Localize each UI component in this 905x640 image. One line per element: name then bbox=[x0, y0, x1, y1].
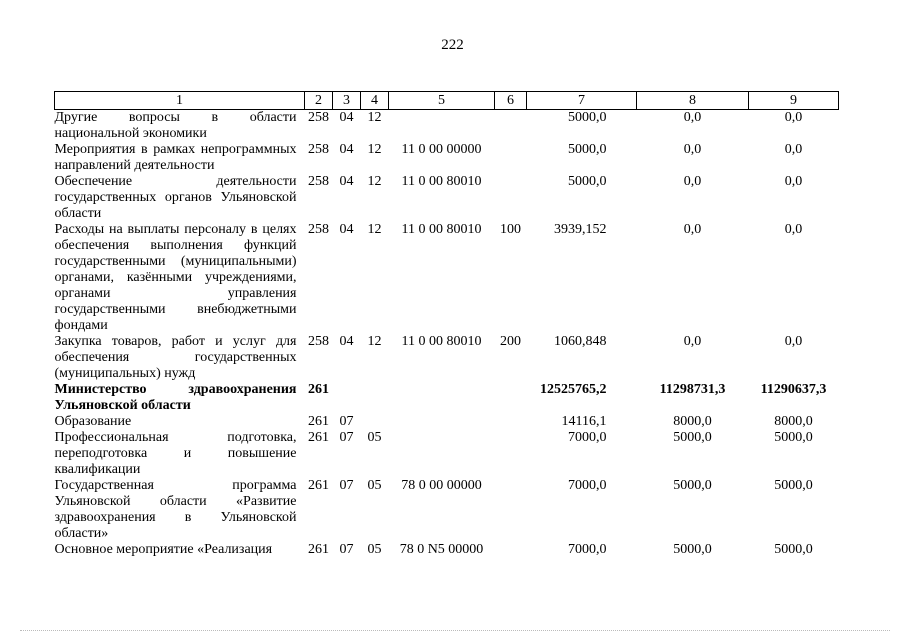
table-row bbox=[55, 382, 839, 414]
row-grbs: 258 bbox=[308, 174, 329, 189]
row-value-col7: 5000,0 bbox=[568, 142, 607, 157]
row-expense-type: 100 bbox=[500, 222, 521, 237]
row-value-col8: 5000,0 bbox=[673, 542, 712, 557]
row-value-col9: 5000,0 bbox=[774, 542, 813, 557]
header-col-2: 2 bbox=[305, 92, 333, 110]
row-section bbox=[333, 382, 361, 414]
row-name: Министерство здравоохранения Ульяновской области bbox=[54, 382, 297, 413]
row-name: Основное мероприятие «Реализация bbox=[54, 542, 273, 557]
row-subsection bbox=[361, 382, 389, 414]
header-col-9: 9 bbox=[749, 92, 839, 110]
row-name: Государственная программа Ульяновской области «Развитие здравоохранения в Ульяновской области» bbox=[54, 478, 297, 541]
row-value-col7: 14116,1 bbox=[561, 414, 607, 429]
row-value-col7: 7000,0 bbox=[568, 542, 607, 557]
page-number: 222 bbox=[441, 37, 464, 53]
row-target-article: 11 0 00 80010 bbox=[401, 222, 482, 237]
row-value-col9: 0,0 bbox=[784, 334, 803, 349]
row-name: Профессиональная подготовка, переподготовка и повышение квалификации bbox=[54, 430, 297, 477]
row-subsection: 05 bbox=[367, 542, 382, 557]
row-grbs: 261 bbox=[308, 430, 329, 445]
row-subsection: 12 bbox=[367, 174, 382, 189]
row-value-col7: 3939,152 bbox=[554, 222, 607, 237]
header-col-8: 8 bbox=[637, 92, 749, 110]
table-body bbox=[55, 110, 839, 559]
row-value-col8: 0,0 bbox=[683, 142, 702, 157]
header-col-7: 7 bbox=[527, 92, 637, 110]
row-grbs: 261 bbox=[308, 542, 329, 557]
row-target-article bbox=[389, 110, 495, 143]
row-value-col8: 5000,0 bbox=[673, 478, 712, 493]
header-row bbox=[55, 92, 839, 110]
header-col-1: 1 bbox=[55, 92, 305, 110]
row-value-col8: 0,0 bbox=[683, 174, 702, 189]
row-name: Мероприятия в рамках непрограммных направлений деятельности bbox=[54, 142, 297, 173]
table-row bbox=[55, 142, 839, 174]
budget-table bbox=[54, 91, 839, 558]
row-expense-type bbox=[495, 414, 527, 430]
row-section: 04 bbox=[339, 110, 354, 125]
row-name: Другие вопросы в области национальной экономики bbox=[54, 110, 297, 141]
row-name: Обеспечение деятельности государственных органов Ульяновской области bbox=[54, 174, 297, 221]
row-value-col7: 12525765,2 bbox=[540, 382, 607, 397]
row-target-article bbox=[389, 382, 495, 414]
header-col-4: 4 bbox=[361, 92, 389, 110]
row-subsection: 12 bbox=[367, 334, 382, 349]
row-subsection: 12 bbox=[367, 110, 382, 125]
row-value-col8: 5000,0 bbox=[673, 430, 712, 445]
row-value-col7: 1060,848 bbox=[554, 334, 607, 349]
table-row bbox=[55, 334, 839, 382]
row-target-article: 11 0 00 80010 bbox=[401, 174, 482, 189]
row-target-article: 11 0 00 80010 bbox=[401, 334, 482, 349]
row-section: 04 bbox=[339, 174, 354, 189]
row-section: 07 bbox=[339, 414, 354, 429]
header-col-5: 5 bbox=[389, 92, 495, 110]
row-grbs: 261 bbox=[308, 414, 329, 429]
row-value-col8: 8000,0 bbox=[673, 414, 712, 429]
row-grbs: 261 bbox=[308, 382, 329, 397]
row-grbs: 258 bbox=[308, 334, 329, 349]
table-row bbox=[55, 110, 839, 143]
row-value-col8: 0,0 bbox=[683, 110, 702, 125]
header-col-3: 3 bbox=[333, 92, 361, 110]
row-expense-type bbox=[495, 478, 527, 542]
row-expense-type bbox=[495, 430, 527, 478]
row-name: Образование bbox=[54, 414, 132, 429]
row-name: Расходы на выплаты персоналу в целях обеспечения выполнения функций государственными (муниципальными) органами, казёнными учреждениями, органами управления государственными внебюджетными фондами bbox=[54, 222, 297, 333]
row-value-col9: 11290637,3 bbox=[760, 382, 827, 397]
row-target-article bbox=[389, 414, 495, 430]
row-value-col7: 7000,0 bbox=[568, 478, 607, 493]
table-row bbox=[55, 174, 839, 222]
row-subsection bbox=[361, 414, 389, 430]
row-section: 07 bbox=[339, 478, 354, 493]
table-row bbox=[55, 430, 839, 478]
row-target-article: 11 0 00 00000 bbox=[401, 142, 482, 157]
row-value-col7: 5000,0 bbox=[568, 110, 607, 125]
row-subsection: 05 bbox=[367, 478, 382, 493]
row-value-col7: 5000,0 bbox=[568, 174, 607, 189]
row-value-col9: 5000,0 bbox=[774, 430, 813, 445]
scan-edge-noise bbox=[20, 630, 890, 632]
row-target-article bbox=[389, 430, 495, 478]
table-row bbox=[55, 414, 839, 430]
row-value-col9: 0,0 bbox=[784, 142, 803, 157]
row-subsection: 12 bbox=[367, 222, 382, 237]
row-section: 07 bbox=[339, 542, 354, 557]
row-value-col8: 11298731,3 bbox=[659, 382, 726, 397]
row-value-col9: 0,0 bbox=[784, 110, 803, 125]
row-target-article: 78 0 N5 00000 bbox=[399, 542, 484, 557]
row-value-col8: 0,0 bbox=[683, 334, 702, 349]
row-section: 07 bbox=[339, 430, 354, 445]
row-grbs: 258 bbox=[308, 222, 329, 237]
row-expense-type bbox=[495, 142, 527, 174]
row-value-col9: 0,0 bbox=[784, 222, 803, 237]
row-value-col9: 5000,0 bbox=[774, 478, 813, 493]
row-subsection: 05 bbox=[367, 430, 382, 445]
row-target-article: 78 0 00 00000 bbox=[401, 478, 482, 493]
row-expense-type bbox=[495, 382, 527, 414]
row-section: 04 bbox=[339, 142, 354, 157]
row-value-col9: 8000,0 bbox=[774, 414, 813, 429]
row-name: Закупка товаров, работ и услуг для обеспечения государственных (муниципальных) нужд bbox=[54, 334, 297, 381]
row-section: 04 bbox=[339, 334, 354, 349]
row-value-col9: 0,0 bbox=[784, 174, 803, 189]
row-grbs: 258 bbox=[308, 110, 329, 125]
row-grbs: 258 bbox=[308, 142, 329, 157]
row-value-col8: 0,0 bbox=[683, 222, 702, 237]
row-expense-type bbox=[495, 110, 527, 143]
row-expense-type: 200 bbox=[500, 334, 521, 349]
row-expense-type bbox=[495, 542, 527, 558]
row-subsection: 12 bbox=[367, 142, 382, 157]
row-value-col7: 7000,0 bbox=[568, 430, 607, 445]
table-row bbox=[55, 478, 839, 542]
table-row bbox=[55, 222, 839, 334]
table-row bbox=[55, 542, 839, 558]
header-col-6: 6 bbox=[495, 92, 527, 110]
row-expense-type bbox=[495, 174, 527, 222]
row-grbs: 261 bbox=[308, 478, 329, 493]
row-section: 04 bbox=[339, 222, 354, 237]
